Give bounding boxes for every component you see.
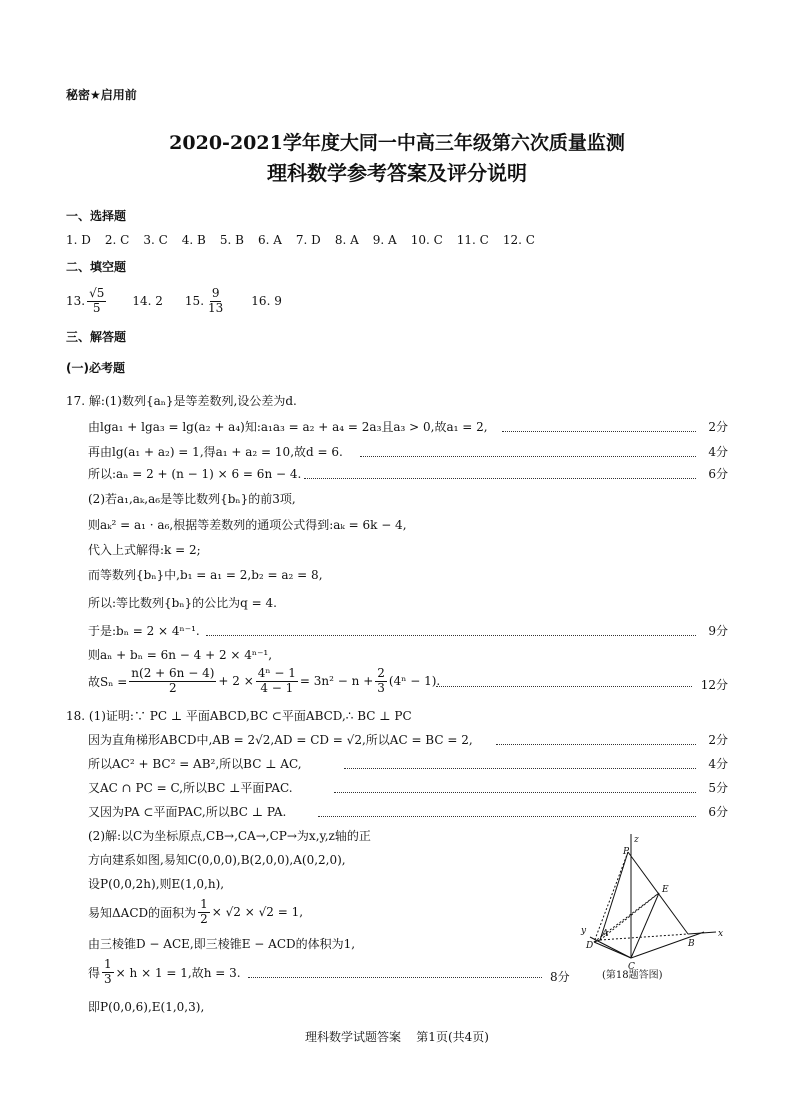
fraction-denominator: 3	[377, 680, 385, 695]
formula-fraction	[256, 667, 298, 696]
label-A: A	[602, 929, 609, 939]
score-mark: 5分	[708, 781, 728, 795]
formula-fraction	[375, 667, 387, 696]
p18-volume-formula	[88, 958, 241, 987]
fill-q16: 16. 9	[251, 294, 282, 309]
dot-leader	[344, 768, 696, 769]
edge-pd	[594, 852, 628, 942]
p18-line: 又AC ∩ PC = C,所以BC ⊥平面PAC.	[88, 781, 293, 795]
title-line-2: 理科数学参考答案及评分说明	[267, 161, 527, 185]
fraction-denominator: 13	[208, 300, 224, 315]
choice-answer: 5. B	[219, 233, 244, 247]
p17-line: 则aₖ² = a₁ · a₆,根据等差数列的通项公式得到:aₖ = 6k − 4,	[88, 518, 407, 532]
p17-line: 而等数列{bₙ}中,b₁ = a₁ = 2,b₂ = a₂ = 8,	[88, 568, 323, 582]
formula-fraction	[129, 667, 216, 696]
p18-line: 方向建系如图,易知C(0,0,0),B(2,0,0),A(0,2,0),	[88, 853, 346, 867]
choice-answer: 9. A	[372, 233, 397, 247]
p17-line: 代入上式解得:k = 2;	[88, 543, 201, 557]
dot-leader	[334, 792, 696, 793]
choice-answer: 1. D	[66, 233, 91, 247]
score-mark: 2分	[708, 420, 728, 434]
edge-ec	[631, 893, 659, 958]
score-mark: 4分	[708, 445, 728, 459]
score-mark: 9分	[708, 624, 728, 638]
score-mark: 6分	[708, 805, 728, 819]
p17-line: 所以:aₙ = 2 + (n − 1) × 6 = 6n − 4.	[88, 467, 302, 481]
formula-part: × √2 × √2 = 1,	[211, 905, 304, 920]
p17-line: 则aₙ + bₙ = 6n − 4 + 2 × 4ⁿ⁻¹,	[88, 648, 273, 662]
fraction-denominator: 3	[104, 971, 112, 986]
section-solution-title: 三、解答题	[66, 330, 127, 344]
dot-leader	[304, 478, 696, 479]
fraction-numerator: n(2 + 6n − 4)	[131, 666, 215, 680]
label-P: P	[623, 847, 630, 857]
edge-pb	[628, 852, 688, 934]
label-z: z	[634, 835, 639, 845]
label-y: y	[581, 926, 587, 936]
label-C: C	[628, 962, 635, 972]
formula-fraction	[198, 898, 210, 927]
dot-leader	[318, 816, 696, 817]
fill-q15-fraction	[206, 287, 225, 316]
formula-part: = 3n² − n +	[299, 674, 374, 689]
label-B: B	[688, 939, 695, 949]
formula-part: 故Sₙ =	[88, 674, 128, 689]
fraction-numerator: √5	[89, 286, 105, 300]
fraction-numerator: 9	[211, 286, 220, 300]
fraction-denominator: 2	[200, 911, 208, 926]
fraction-denominator: 2	[169, 680, 177, 695]
pyramid-figure	[580, 832, 730, 972]
p17-line: 于是:bₙ = 2 × 4ⁿ⁻¹.	[88, 624, 200, 638]
dot-leader	[248, 977, 542, 978]
fill-q15-label: 15.	[184, 294, 205, 309]
confidential-mark: 秘密★启用前	[66, 88, 137, 102]
edge-ae	[600, 893, 659, 940]
fill-q14: 14. 2	[132, 294, 163, 309]
fill-answers	[66, 287, 282, 316]
edge-ab	[600, 934, 688, 940]
formula-part: 得	[88, 965, 101, 980]
p18-line: 由三棱锥D − ACE,即三棱锥E − ACD的体积为1,	[88, 937, 356, 951]
choice-answer: 6. A	[257, 233, 282, 247]
page-footer: 理科数学试题答案 第1页(共4页)	[305, 1030, 489, 1044]
label-x: x	[718, 929, 724, 939]
p18-line: 又因为PA ⊂平面PAC,所以BC ⊥ PA.	[88, 805, 287, 819]
dot-leader	[360, 456, 696, 457]
p17-line: 由lga₁ + lga₃ = lg(a₂ + a₄)知:a₁a₃ = a₂ + a₄ = 2a₃且a₃ > 0,故a₁ = 2,	[88, 420, 488, 434]
fraction-denominator: 4 − 1	[260, 680, 294, 695]
choice-answer: 7. D	[295, 233, 321, 247]
p17-sum-formula	[88, 667, 440, 696]
p18-line: 设P(0,0,2h),则E(1,0,h),	[88, 877, 225, 891]
score-mark: 4分	[708, 757, 728, 771]
dot-leader	[206, 635, 696, 636]
p18-area-formula	[88, 898, 303, 927]
section-choice-title: 一、选择题	[66, 209, 127, 223]
fraction-numerator: 4ⁿ − 1	[257, 666, 296, 680]
score-mark: 12分	[700, 678, 728, 692]
p18-line: 所以AC² + BC² = AB²,所以BC ⊥ AC,	[88, 757, 302, 771]
fraction-numerator: 2	[377, 666, 385, 680]
choice-answer: 12. C	[502, 233, 535, 247]
score-mark: 2分	[708, 733, 728, 747]
formula-part: (4ⁿ − 1).	[388, 674, 441, 689]
p18-line: 即P(0,0,6),E(1,0,3),	[88, 1000, 205, 1014]
choice-answer: 2. C	[104, 233, 130, 247]
fill-q13-label: 13.	[66, 294, 86, 309]
edge-dc	[594, 942, 631, 958]
dot-leader	[502, 431, 696, 432]
formula-part: 易知ΔACD的面积为	[88, 905, 197, 920]
choice-answer: 11. C	[456, 233, 489, 247]
formula-part: + 2 ×	[218, 674, 254, 689]
p17-line: (2)若a₁,aₖ,a₆是等比数列{bₙ}的前3项,	[88, 492, 296, 506]
p18-heading: 18. (1)证明:∵ PC ⊥ 平面ABCD,BC ⊂平面ABCD,∴ BC ⊥ PC	[66, 709, 412, 723]
dot-leader	[496, 744, 696, 745]
formula-fraction	[102, 958, 114, 987]
section-required-title: (一)必考题	[66, 361, 125, 375]
p17-line: 所以:等比数列{bₙ}的公比为q = 4.	[88, 596, 278, 610]
choice-answer: 3. C	[143, 233, 168, 247]
label-E: E	[662, 885, 669, 895]
choice-answer: 8. A	[334, 233, 359, 247]
score-mark: 6分	[708, 467, 728, 481]
p18-line: (2)解:以C为坐标原点,CB→,CA→,CP→为x,y,z轴的正	[88, 829, 371, 843]
figure-caption: (第18题答图)	[602, 970, 663, 981]
fill-q13-fraction	[87, 287, 106, 316]
choice-answer: 4. B	[181, 233, 206, 247]
fraction-numerator: 1	[200, 897, 208, 911]
choice-answer: 10. C	[410, 233, 443, 247]
label-D: D	[586, 941, 594, 951]
fraction-denominator: 5	[92, 300, 101, 315]
p18-line: 因为直角梯形ABCD中,AB = 2√2,AD = CD = √2,所以AC = BC = 2,	[88, 733, 473, 747]
title-line-1: 2020-2021学年度大同一中高三年级第六次质量监测	[169, 132, 625, 154]
formula-part: × h × 1 = 1,故h = 3.	[115, 965, 241, 980]
score-mark: 8分	[550, 970, 570, 984]
choice-answers	[66, 233, 535, 247]
section-fill-title: 二、填空题	[66, 260, 127, 274]
p17-heading: 17. 解:(1)数列{aₙ}是等差数列,设公差为d.	[66, 394, 297, 408]
dot-leader	[436, 686, 692, 687]
fraction-numerator: 1	[104, 957, 112, 971]
p17-line: 再由lg(a₁ + a₂) = 1,得a₁ + a₂ = 10,故d = 6.	[88, 445, 343, 459]
